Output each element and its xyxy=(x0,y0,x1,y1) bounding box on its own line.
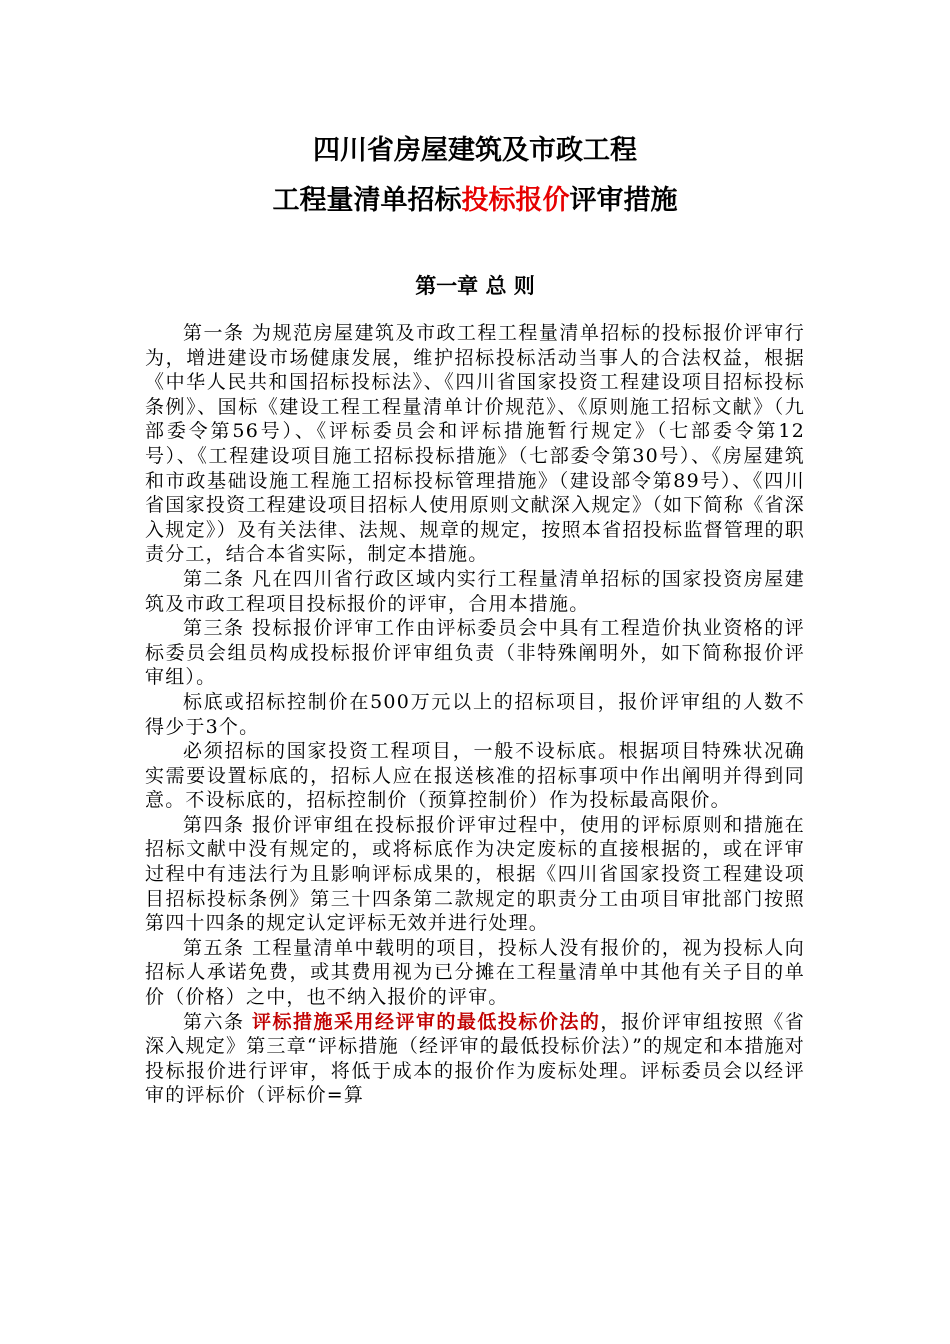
paragraph-article-5: 第五条 工程量清单中载明的项目，投标人没有报价的，视为投标人向招标人承诺免费，或其费用视为已分摊在工程量清单中其他有关子目的单价（价格）之中，也不纳入报价的评审。 xyxy=(145,936,805,1009)
paragraph-article-6 xyxy=(145,1010,805,1108)
document-title-line2 xyxy=(0,184,950,218)
title-line2-pre: 工程量清单招标 xyxy=(272,185,462,216)
paragraph-article-3: 第三条 投标报价评审工作由评标委员会中具有工程造价执业资格的评标委员会组员构成投标报价评审组负责（非特殊阐明外，如下简称报价评审组）。 xyxy=(145,617,805,689)
article-6-pre: 第六条 xyxy=(183,1010,253,1033)
paragraph-article-2: 第二条 凡在四川省行政区域内实行工程量清单招标的国家投资房屋建筑及市政工程项目投标报价的评审，合用本措施。 xyxy=(145,567,805,615)
paragraph-article-4: 第四条 报价评审组在投标报价评审过程中，使用的评标原则和措施在招标文献中没有规定的，或将标底作为决定废标的直接根据的，或在评审过程中有违法行为且影响评标成果的，根据《四川省国家投资工程建设项目招标投标条例》第三十四条第二款规定的职责分工由项目审批部门按照第四十四条的规定认定评标无效并进行处理。 xyxy=(145,813,805,935)
title-line2-highlight: 投标报价 xyxy=(461,185,570,216)
title-line2-post: 评审措施 xyxy=(569,185,678,216)
paragraph-article-3-note-2: 必须招标的国家投资工程项目，一般不设标底。根据项目特殊状况确实需要设置标底的，招标人应在报送核准的招标事项中作出阐明并得到同意。不设标底的，招标控制价（预算控制价）作为投标最高限价。 xyxy=(145,740,805,812)
article-6-highlight: 评标措施采用经评审的最低投标价法的 xyxy=(252,1010,601,1033)
paragraph-article-1: 第一条 为规范房屋建筑及市政工程工程量清单招标的投标报价评审行为，增进建设市场健康发展，维护招标投标活动当事人的合法权益，根据《中华人民共和国招标投标法》、《四川省国家投资工程建设项目招标投标条例》、国标《建设工程工程量清单计价规范》、《原则施工招标文献》（九部委令第56号）、《评标委员会和评标措施暂行规定》（七部委令第12号）、《工程建设项目施工招标投标措施》（七部委令第30号）、《房屋建筑和市政基础设施工程施工招标投标管理措施》（建设部令第89号）、《四川省国家投资工程建设项目招标人使用原则文献深入规定》（如下简称《省深入规定》）及有关法律、法规、规章的规定，按照本省招投标监督管理的职责分工，结合本省实际，制定本措施。 xyxy=(145,322,805,566)
article-6-post: ，报价评审组按照《省深入规定》第三章“评标措施（经评审的最低投标价法）”的规定和本措施对投标报价进行评审，将低于成本的报价作为废标处理。评标委员会以经评审的评标价（评标价=算 xyxy=(145,1010,805,1107)
document-title-line1: 四川省房屋建筑及市政工程 xyxy=(313,135,637,166)
chapter-heading: 第一章 总 则 xyxy=(415,274,535,298)
paragraph-article-3-note-1: 标底或招标控制价在500万元以上的招标项目，报价评审组的人数不得少于3个。 xyxy=(145,690,805,738)
document-body xyxy=(145,321,805,1108)
